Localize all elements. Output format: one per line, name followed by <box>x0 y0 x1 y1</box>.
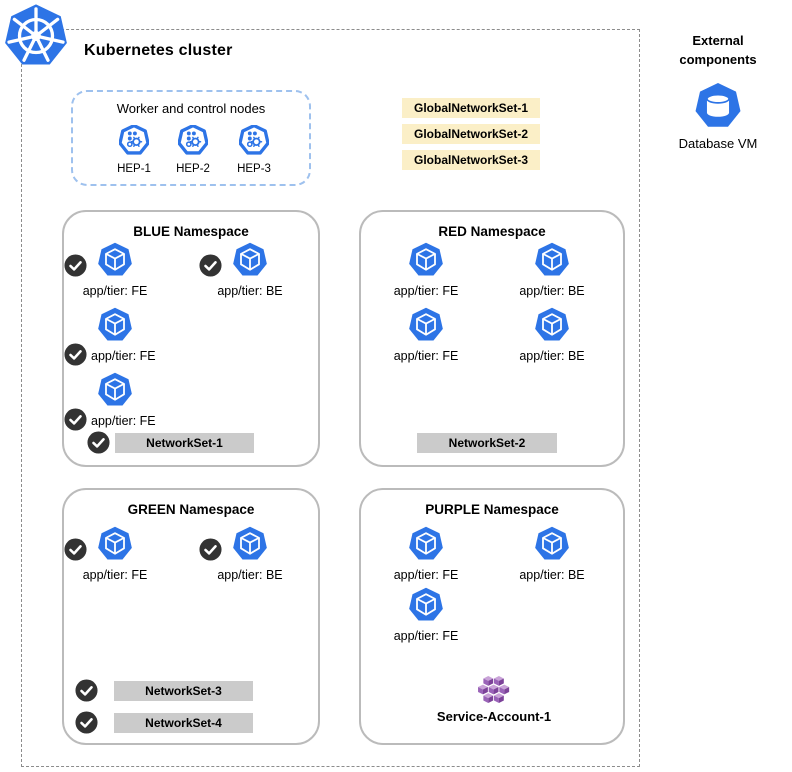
pod-label: app/tier: BE <box>519 349 585 363</box>
check-icon <box>199 538 222 561</box>
pod <box>65 372 165 428</box>
check-icon <box>64 254 87 277</box>
namespace-box-red <box>359 210 625 467</box>
cluster-title: Kubernetes cluster <box>84 42 233 59</box>
service-account-label: Service-Account-1 <box>436 709 552 724</box>
node-icon <box>239 125 269 155</box>
pod <box>200 242 300 298</box>
pod-label: app/tier: FE <box>393 568 459 582</box>
namespace-box-purple <box>359 488 625 745</box>
pod <box>200 526 300 582</box>
pod-label: app/tier: FE <box>393 284 459 298</box>
pod-icon <box>408 587 444 623</box>
database-vm-label: Database VM <box>678 135 758 151</box>
pod-icon <box>232 242 268 278</box>
namespace-box-blue <box>62 210 320 467</box>
node-label: HEP-3 <box>237 163 271 175</box>
pod <box>65 526 165 582</box>
pod-icon <box>232 526 268 562</box>
pod-icon <box>97 242 133 278</box>
pod <box>502 242 602 298</box>
global-network-set-badge: GlobalNetworkSet-1 <box>402 98 540 118</box>
node-item <box>163 125 223 175</box>
check-icon <box>64 343 87 366</box>
network-set-badge: NetworkSet-2 <box>417 433 557 453</box>
database-vm-icon <box>694 82 742 130</box>
global-network-set-badge: GlobalNetworkSet-2 <box>402 124 540 144</box>
service-account-icon <box>475 676 513 703</box>
check-icon <box>87 431 110 454</box>
pod-icon <box>534 307 570 343</box>
external-panel <box>660 32 776 151</box>
node-label: HEP-1 <box>117 163 151 175</box>
pod-label: app/tier: FE <box>393 349 459 363</box>
node-label: HEP-2 <box>176 163 210 175</box>
pod-label: app/tier: BE <box>519 568 585 582</box>
network-set-badge: NetworkSet-3 <box>114 681 253 701</box>
external-components-title: External components <box>679 33 757 67</box>
check-icon <box>75 679 98 702</box>
namespace-title: BLUE Namespace <box>133 224 249 239</box>
namespace-title: GREEN Namespace <box>127 502 255 517</box>
pod-label: app/tier: FE <box>82 284 148 298</box>
pod-icon <box>534 526 570 562</box>
global-network-set-badge: GlobalNetworkSet-3 <box>402 150 540 170</box>
pod-label: app/tier: FE <box>91 414 156 428</box>
node-icon <box>178 125 208 155</box>
check-icon <box>75 711 98 734</box>
pod-label: app/tier: FE <box>91 349 156 363</box>
pod-icon <box>97 372 133 408</box>
worker-nodes-title: Worker and control nodes <box>116 101 266 116</box>
pod <box>502 526 602 582</box>
pod-icon <box>97 526 133 562</box>
pod-icon <box>534 242 570 278</box>
network-set-badge: NetworkSet-4 <box>114 713 253 733</box>
node-icon <box>119 125 149 155</box>
pod <box>502 307 602 363</box>
node-item <box>104 125 164 175</box>
pod <box>376 307 476 363</box>
pod <box>376 242 476 298</box>
node-item <box>224 125 284 175</box>
service-account <box>434 676 554 724</box>
namespace-title: RED Namespace <box>438 224 546 239</box>
pod-icon <box>97 307 133 343</box>
pod <box>65 242 165 298</box>
namespace-box-green <box>62 488 320 745</box>
kubernetes-logo-icon <box>3 3 69 69</box>
check-icon <box>64 538 87 561</box>
check-icon <box>199 254 222 277</box>
pod <box>376 526 476 582</box>
pod-label: app/tier: FE <box>82 568 148 582</box>
pod-label: app/tier: BE <box>217 284 283 298</box>
pod-label: app/tier: FE <box>393 629 459 643</box>
pod-icon <box>408 526 444 562</box>
pod-icon <box>408 242 444 278</box>
namespace-title: PURPLE Namespace <box>425 502 559 517</box>
pod-icon <box>408 307 444 343</box>
pod <box>65 307 165 363</box>
pod-label: app/tier: BE <box>519 284 585 298</box>
pod-label: app/tier: BE <box>217 568 283 582</box>
worker-nodes-box <box>71 90 311 186</box>
pod <box>376 587 476 643</box>
network-set-badge: NetworkSet-1 <box>115 433 254 453</box>
check-icon <box>64 408 87 431</box>
